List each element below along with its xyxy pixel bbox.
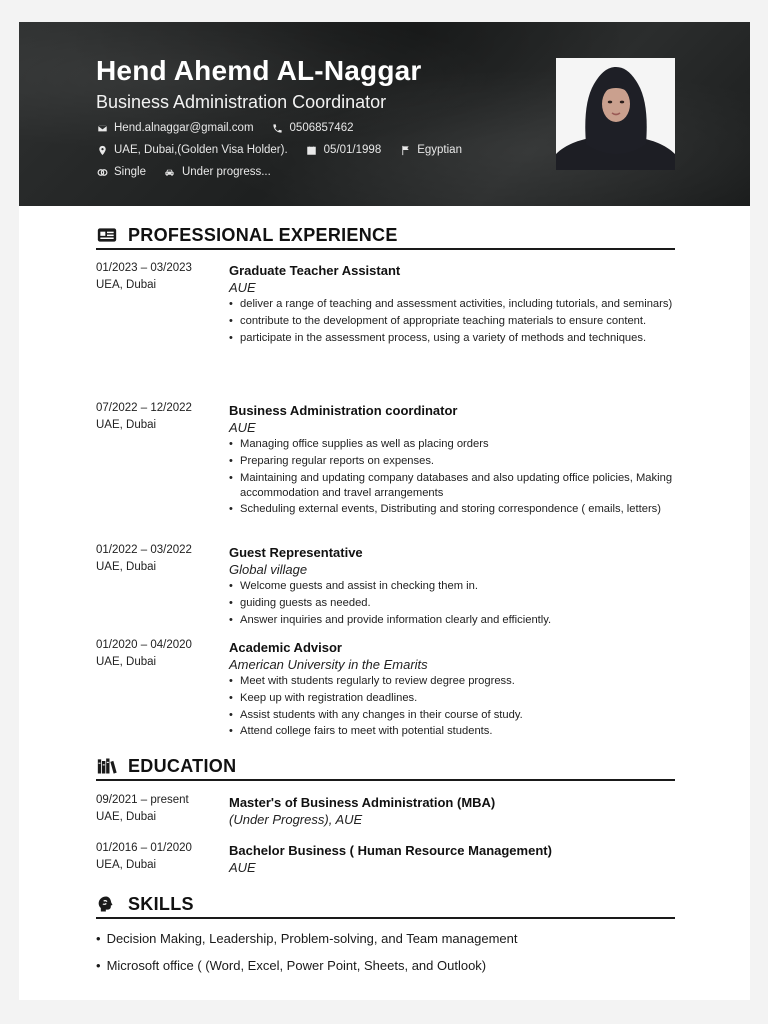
phone-item[interactable] [272, 122, 354, 134]
entry-date: 01/2022 – 03/2022 [96, 544, 192, 556]
entry-organization: American University in the Emarits [229, 657, 428, 672]
driving-license-item [164, 166, 271, 178]
phone-icon [272, 122, 284, 134]
envelope-icon [96, 122, 108, 134]
flag-icon [399, 144, 411, 156]
bullet-item: • Meet with students regularly to review degree progress. [229, 674, 675, 689]
email-text: Hend.alnaggar@gmail.com [114, 122, 254, 134]
bullet-dot: • [96, 958, 101, 973]
skills-section-heading [96, 891, 675, 919]
entry-title: Master's of Business Administration (MBA) [229, 795, 496, 810]
driving-license-text: Under progress... [181, 166, 271, 178]
bullet-item: • contribute to the development of appropriate teaching materials to ensure content. [229, 314, 675, 329]
entry-organization: (Under Progress), AUE [229, 812, 363, 827]
bullet-item: • Attend college fairs to meet with potential students. [229, 724, 675, 739]
map-pin-icon [96, 144, 108, 156]
bullet-item: • participate in the assessment process, using a variety of methods and techniques. [229, 331, 675, 346]
profile-photo [556, 58, 675, 170]
bullet-item: • deliver a range of teaching and assessment activities, including tutorials, and seminars) [229, 297, 675, 312]
bullet-item: • Maintaining and updating company databases and also updating office policies, Making accommodation and travel arrangements [229, 471, 675, 501]
entry-location: UEA, Dubai [96, 859, 157, 871]
education-section-heading [96, 753, 675, 781]
marital-status-text: Single [114, 166, 146, 178]
entry-date: 01/2016 – 01/2020 [96, 842, 192, 854]
brain-icon [96, 895, 118, 913]
bullet-item: • Managing office supplies as well as placing orders [229, 437, 675, 452]
nationality-item [399, 144, 462, 156]
entry-date: 01/2020 – 04/2020 [96, 639, 192, 651]
entry-organization: AUE [229, 420, 256, 435]
bullet-dot: • [96, 931, 101, 946]
bullet-item: • Welcome guests and assist in checking them in. [229, 579, 675, 594]
id-card-icon [96, 226, 118, 244]
entry-date: 01/2023 – 03/2023 [96, 262, 192, 274]
bullet-item: • Answer inquiries and provide information clearly and efficiently. [229, 613, 675, 628]
entry-title: Graduate Teacher Assistant [229, 263, 401, 278]
entry-title: Guest Representative [229, 545, 363, 560]
entry-bullets [229, 437, 675, 517]
bullet-item: • guiding guests as needed. [229, 596, 675, 611]
experience-heading-text: PROFESSIONAL EXPERIENCE [128, 224, 398, 245]
skill-item [96, 931, 517, 946]
entry-title: Business Administration coordinator [229, 403, 458, 418]
bullet-item: • Scheduling external events, Distributing and storing correspondence ( emails, letters) [229, 502, 675, 517]
location-item [96, 144, 288, 156]
entry-title: Bachelor Business ( Human Resource Management) [229, 843, 552, 858]
bullet-item: • Keep up with registration deadlines. [229, 691, 675, 706]
entry-location: UAE, Dubai [96, 811, 157, 823]
birthdate-item [306, 144, 382, 156]
contact-row-3 [96, 166, 289, 178]
nationality-text: Egyptian [417, 144, 462, 156]
entry-bullets [229, 297, 675, 346]
entry-bullets [229, 674, 675, 739]
skill-item [96, 958, 486, 973]
skill-text: Microsoft office ( (Word, Excel, Power Point, Sheets, and Outlook) [106, 958, 487, 973]
entry-organization: AUE [229, 280, 256, 295]
calendar-icon [306, 144, 318, 156]
entry-date: 09/2021 – present [96, 794, 189, 806]
bullet-item: • Assist students with any changes in their course of study. [229, 708, 675, 723]
rings-icon [96, 166, 108, 178]
candidate-role: Business Administration Coordinator [96, 92, 387, 112]
email-item[interactable] [96, 122, 254, 134]
entry-organization: Global village [229, 562, 308, 577]
experience-section-heading [96, 222, 675, 250]
entry-location: UEA, Dubai [96, 279, 157, 291]
location-text: UAE, Dubai,(Golden Visa Holder). [114, 144, 288, 156]
entry-date: 07/2022 – 12/2022 [96, 402, 192, 414]
skills-heading-text: SKILLS [128, 893, 194, 914]
books-icon [96, 757, 118, 775]
birthdate-text: 05/01/1998 [323, 144, 382, 156]
resume-page [19, 22, 750, 1000]
marital-status-item [96, 166, 146, 178]
entry-title: Academic Advisor [229, 640, 342, 655]
education-heading-text: EDUCATION [128, 755, 237, 776]
contact-row-2 [96, 144, 480, 156]
resume-header [19, 22, 750, 206]
contact-row-1 [96, 122, 372, 134]
car-icon [164, 166, 176, 178]
candidate-name: Hend Ahemd AL-Naggar [96, 55, 422, 86]
entry-organization: AUE [229, 860, 256, 875]
phone-text: 0506857462 [289, 122, 354, 134]
entry-location: UAE, Dubai [96, 561, 157, 573]
entry-location: UAE, Dubai [96, 656, 157, 668]
bullet-item: • Preparing regular reports on expenses. [229, 454, 675, 469]
entry-bullets [229, 579, 675, 628]
entry-location: UAE, Dubai [96, 419, 157, 431]
skill-text: Decision Making, Leadership, Problem-solving, and Team management [106, 931, 518, 946]
